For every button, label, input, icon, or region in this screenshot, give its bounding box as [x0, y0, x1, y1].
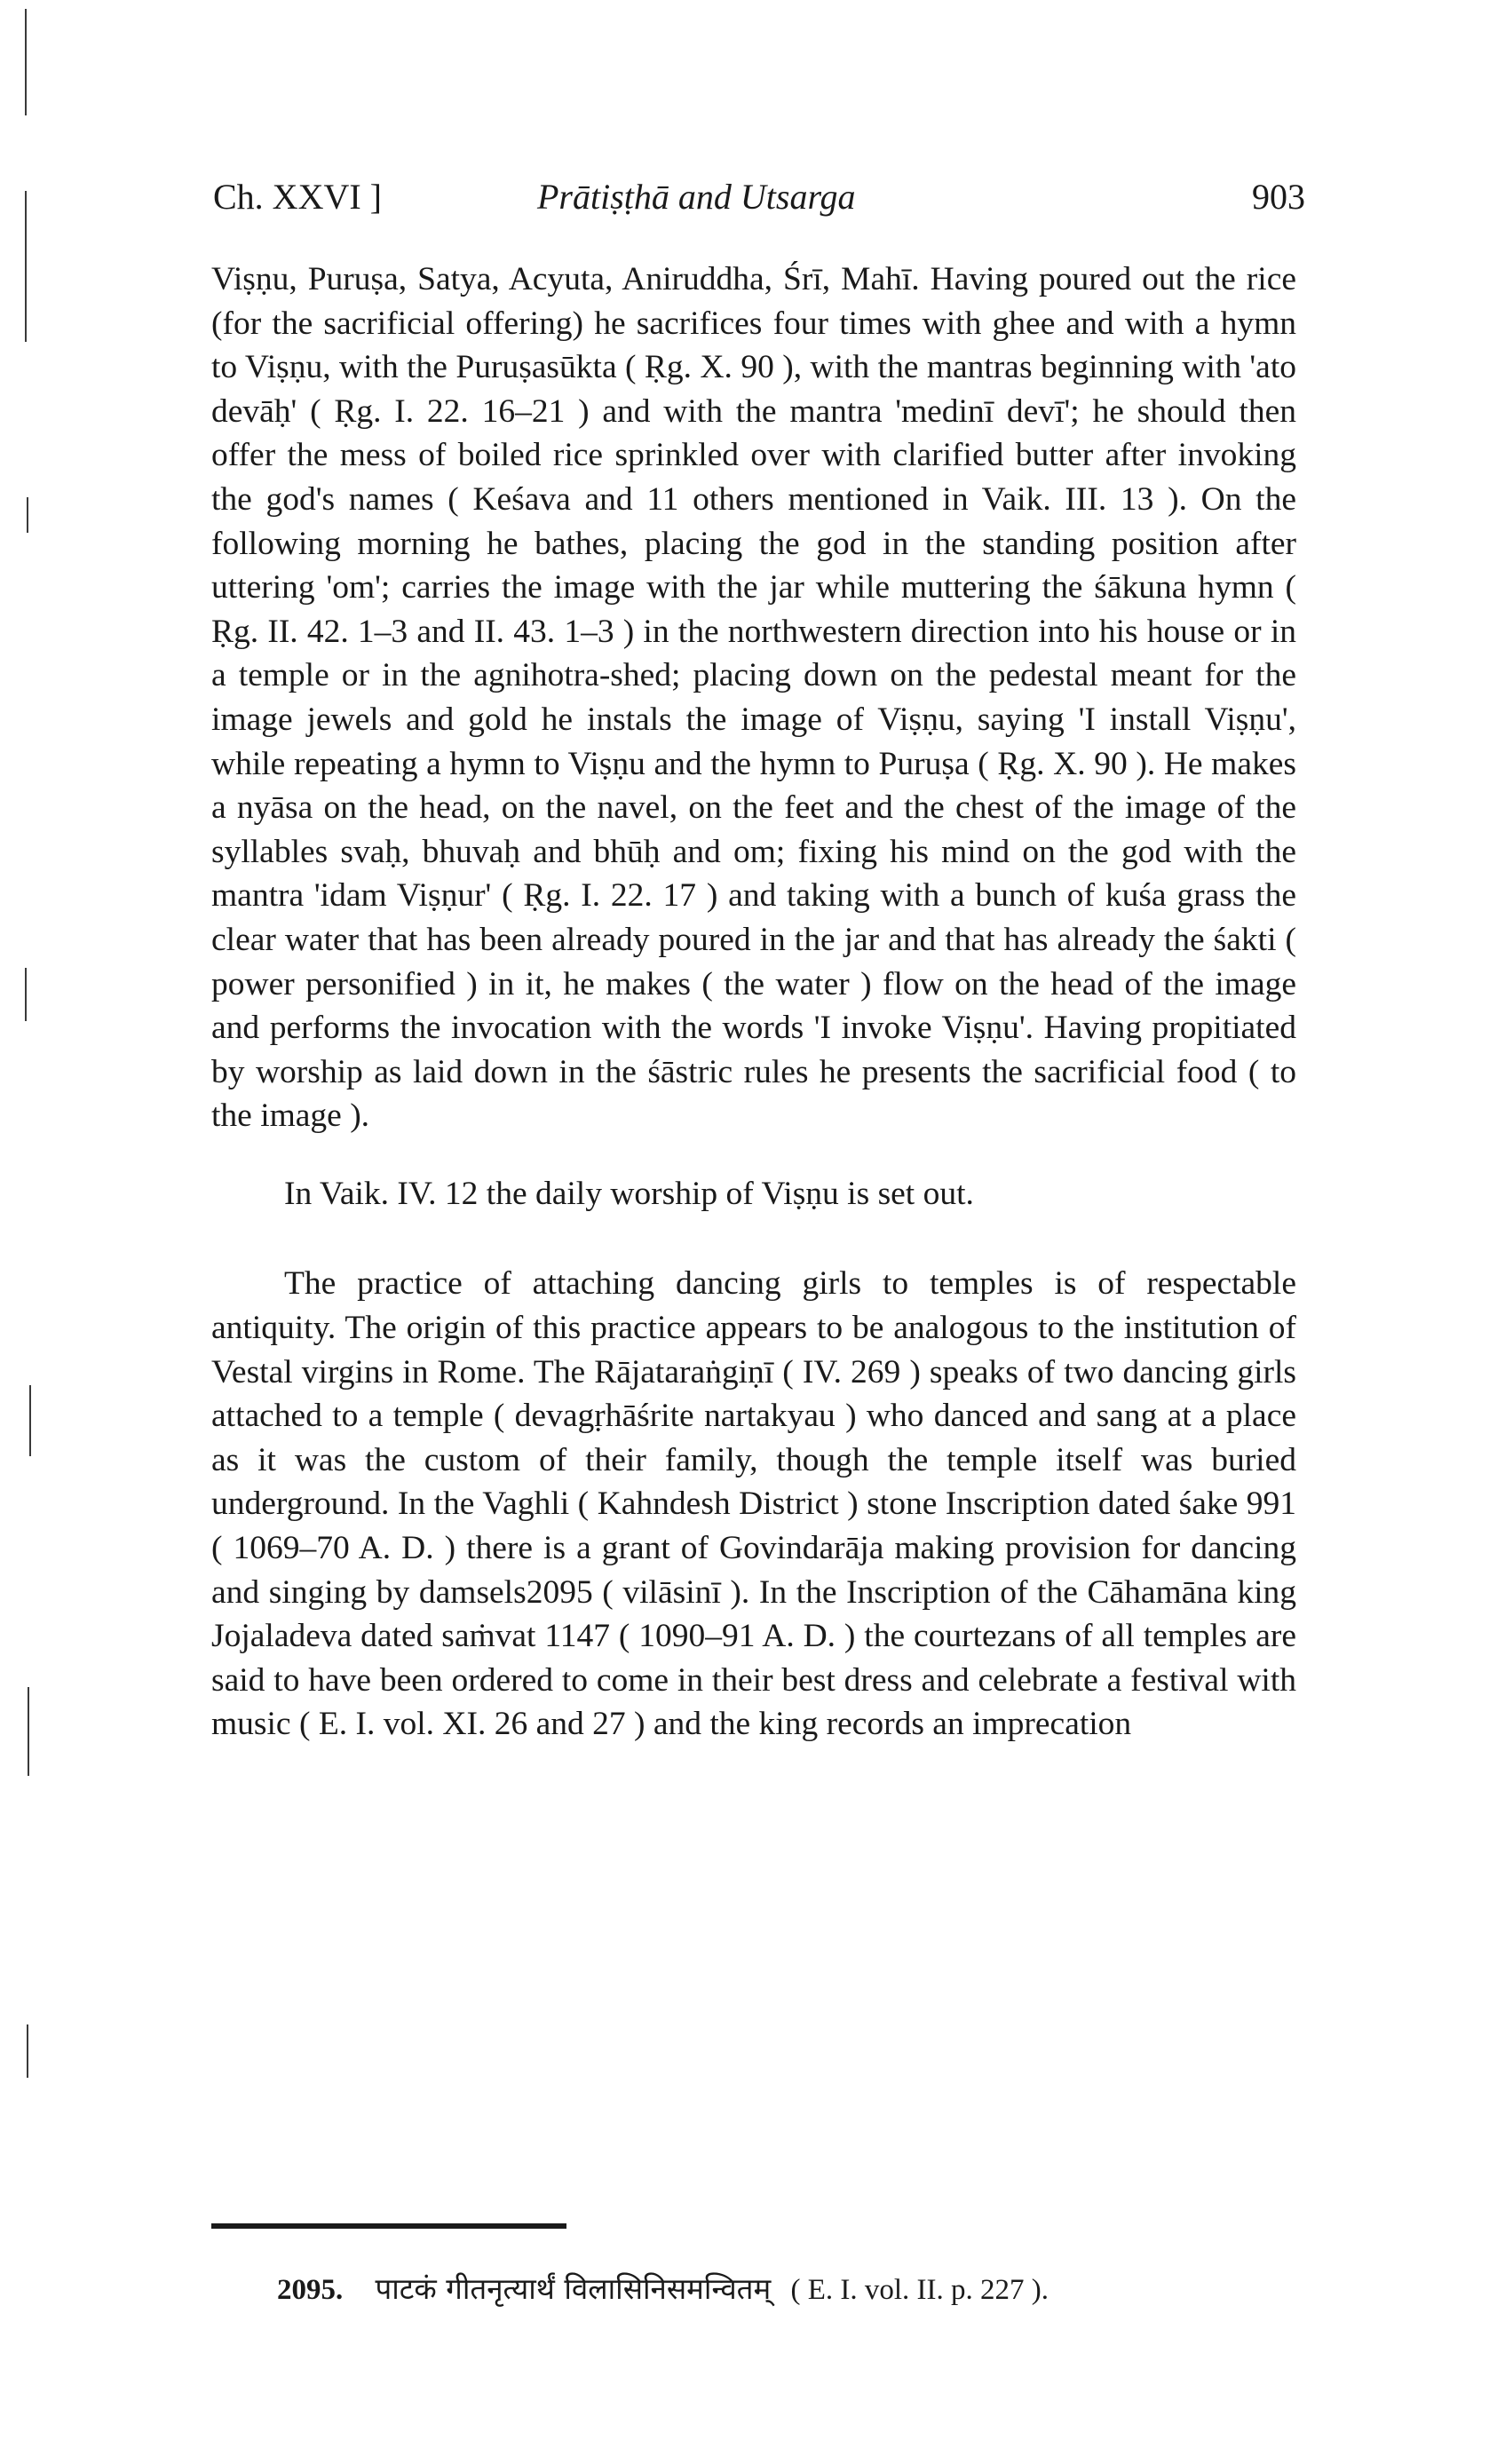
paragraph: Viṣṇu, Puruṣa, Satya, Acyuta, Aniruddha, Śrī, Mahī. Having poured out the rice (for the sacrificial offering) he sacrifices four times with ghee and with a hymn to Viṣṇu, with the Puruṣasūkta ( Ṛg. X. 90 ), with the mantras beginning with 'ato devāḥ' ( Ṛg. I. 22. 16–21 ) and with the mantra 'medinī devī'; he should then offer the mess of boiled rice sprinkled over with clarified butter after invoking the god's names ( Keśava and 11 others mentioned in Vaik. III. 13 ). On the following morning he bathes, placing the god in the standing position after uttering 'om'; carries the image with the jar while muttering the śākuna hymn ( Ṛg. II. 42. 1–3 and II. 43. 1–3 ) in the northwestern direction into his house or in a temple or in the agnihotra-shed; placing down on the pedestal meant for the image jewels and gold he instals the image of Viṣṇu, saying 'I install Viṣṇu', while repeating a hymn to Viṣṇu and the hymn to Puruṣa ( Ṛg. X. 90 ). He makes a nyāsa on the head, on the navel, on the feet and the chest of the image of the syllables svaḥ, bhuvaḥ and bhūḥ and om; fixing his mind on the god with the mantra 'idam Viṣṇur' ( Ṛg. I. 22. 17 ) and taking with a bunch of kuśa grass the clear water that has been already poured in the jar and that has already the śakti ( power personified ) in it, he makes ( the water ) flow on the head of the image and performs the invocation with the words 'I invoke Viṣṇu'. Having propitiated by worship as laid down in the śāstric rules he presents the sacrificial food ( to the image ). [211, 261, 1296, 1135]
scan-margin-line [29, 1385, 31, 1456]
running-head [213, 176, 1305, 229]
chapter-label: Ch. XXVI ] [213, 177, 382, 217]
footnote [277, 2271, 1298, 2308]
footnote-sanskrit: पाटकं गीतनृत्यार्थं विलासिनिसमन्वितम् [375, 2271, 772, 2306]
scan-margin-line [25, 968, 27, 1021]
running-title: Prātiṣṭhā and Utsarga [537, 177, 856, 217]
paragraph: In Vaik. IV. 12 the daily worship of Viṣṇu is set out. [284, 1175, 974, 1212]
scan-margin-line [25, 191, 27, 342]
footnote-number: 2095. [277, 2274, 344, 2306]
paragraph: The practice of attaching dancing girls to temples is of respectable antiquity. The origin of this practice appears to be analogous to the institution of Vestal virgins in Rome. The Rājataraṅgiṇī ( IV. 269 ) speaks of two dancing girls attached to a temple ( devagṛhāśrite nartakyau ) who danced and sang at a place as it was the custom of their family, though the temple itself was buried underground. In the Vaghli ( Kahndesh District ) stone Inscription dated śake 991 ( 1069–70 A. D. ) there is a grant of Govindarāja making provision for dancing and singing by damsels2095 ( vilāsinī ). In the Inscription of the Cāhamāna king Jojaladeva dated saṁvat 1147 ( 1090–91 A. D. ) the courtezans of all temples are said to have been ordered to come in their best dress and celebrate a festival with music ( E. I. vol. XI. 26 and 27 ) and the king records an imprecation [211, 1265, 1296, 1743]
scan-margin-line [27, 497, 28, 533]
scan-margin-line [25, 9, 27, 115]
footnote-reference: ( E. I. vol. II. p. 227 ). [790, 2274, 1049, 2306]
body-text [211, 257, 1296, 1747]
scan-margin-line [28, 1687, 29, 1776]
page-number: 903 [1252, 177, 1305, 217]
scan-margin-line [27, 2024, 28, 2078]
footnote-rule [211, 2223, 566, 2229]
